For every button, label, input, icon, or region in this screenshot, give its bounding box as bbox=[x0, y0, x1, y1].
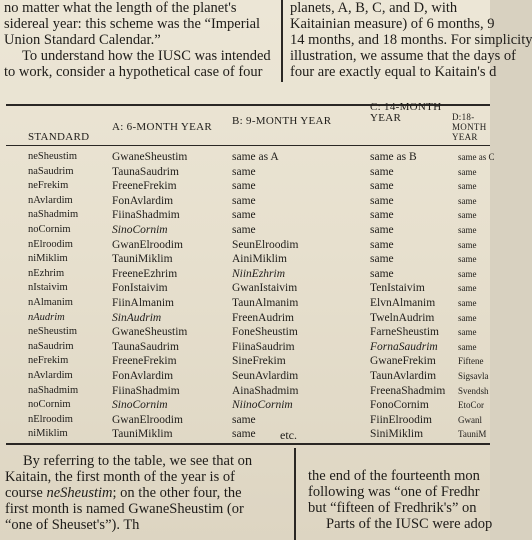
text-line: sidereal year: this scheme was the “Imperial bbox=[4, 16, 261, 32]
table-row bbox=[0, 354, 490, 368]
table-etc: etc. bbox=[280, 428, 297, 442]
table-cell: same bbox=[370, 253, 394, 266]
table-cell: TenIstaivim bbox=[370, 282, 425, 295]
table-cell: same bbox=[232, 180, 256, 193]
table-cell: naShadmim bbox=[28, 209, 79, 221]
table-row bbox=[0, 398, 490, 412]
table-row bbox=[0, 267, 490, 281]
table-row bbox=[0, 413, 490, 427]
table-cell: TauniMiklim bbox=[112, 253, 173, 266]
table-cell: FreeneFrekim bbox=[112, 355, 177, 368]
column-divider-bottom bbox=[294, 448, 296, 540]
table-cell: naSaudrim bbox=[28, 340, 74, 352]
table-cell: nAvlardim bbox=[28, 370, 73, 381]
table-cell: nElroodim bbox=[28, 413, 73, 425]
table-cell: ElvnAlmanim bbox=[370, 297, 436, 309]
table-cell: SeunElroodim bbox=[232, 238, 299, 251]
table-row bbox=[0, 208, 490, 222]
text-line: no matter what the length of the planet's bbox=[4, 0, 237, 16]
table-cell: nElroodim bbox=[28, 238, 73, 250]
table-cell: FarneSheustim bbox=[370, 326, 439, 339]
table-cell: same bbox=[232, 413, 256, 426]
table-cell: same bbox=[458, 298, 477, 308]
table-cell: same bbox=[458, 225, 477, 235]
table-cell: noCornim bbox=[28, 224, 71, 235]
table-cell: naShadmim bbox=[28, 384, 79, 396]
table-cell: NiinEzhrim bbox=[232, 267, 286, 280]
table-cell: Sigsavla bbox=[458, 371, 489, 381]
header-standard: STANDARD bbox=[28, 131, 90, 143]
table-cell: nAlmanim bbox=[28, 297, 73, 308]
text-line: but “fifteen of Fredhrik's” on bbox=[308, 500, 477, 516]
table-cell: TaunAlmanim bbox=[232, 297, 299, 309]
table-cell: TaunAvlardim bbox=[370, 370, 437, 382]
table-cell: naSaudrim bbox=[28, 165, 74, 177]
text-line: By referring to the table, we see that on bbox=[23, 453, 253, 469]
table-cell: SineFrekim bbox=[232, 355, 286, 368]
table-cell: FoneSheustim bbox=[232, 326, 298, 339]
text-line: 14 months, and 18 months. For simplicity bbox=[290, 32, 532, 48]
table-cell: GwanIstaivim bbox=[232, 282, 298, 295]
header-b: B: 9-MONTH YEAR bbox=[232, 115, 332, 127]
table-cell: TaunaSaudrim bbox=[112, 165, 179, 178]
table-cell: same as A bbox=[232, 151, 279, 163]
table-cell: same bbox=[370, 209, 394, 222]
table-cell: FreenaShadmim bbox=[370, 384, 446, 397]
text-line: Kaitainian measure) of 6 months, 9 bbox=[290, 16, 495, 32]
table-cell: nEzhrim bbox=[28, 267, 65, 279]
table-cell: GwanElroodim bbox=[112, 413, 183, 426]
text-line: To understand how the IUSC was intended bbox=[22, 48, 271, 64]
table-cell: GwaneFrekim bbox=[370, 355, 436, 368]
table-row bbox=[0, 427, 490, 441]
header-d: D:18-MONTH YEAR bbox=[452, 112, 487, 142]
table-cell: GwaneSheustim bbox=[112, 151, 188, 163]
bottom-left-column bbox=[5, 453, 281, 533]
table-cell: same bbox=[370, 238, 394, 251]
table-cell: same bbox=[370, 194, 394, 207]
table-cell: same bbox=[458, 283, 477, 294]
text-run: neSheustim bbox=[46, 485, 113, 501]
table-cell: FornaSaudrim bbox=[370, 340, 438, 353]
table-row bbox=[0, 369, 490, 383]
column-divider-top bbox=[281, 0, 283, 82]
table-cell: GwaneSheustim bbox=[112, 326, 188, 339]
table-cell: GwanElroodim bbox=[112, 238, 183, 251]
table-cell: same as C bbox=[458, 152, 495, 162]
table-cell: NiinoCornim bbox=[232, 399, 293, 412]
text-run: first month is named GwaneSheustim (or bbox=[5, 501, 244, 517]
table-bottom-rule bbox=[6, 443, 490, 445]
table-cell: TauniM bbox=[458, 429, 487, 440]
table-cell: FonoCornim bbox=[370, 399, 429, 412]
table-row bbox=[0, 384, 490, 398]
text-line bbox=[5, 469, 281, 485]
table-cell: TaunaSaudrim bbox=[112, 340, 179, 353]
table-header-rule bbox=[6, 145, 490, 146]
table-cell: neSheustim bbox=[28, 326, 77, 338]
table-row bbox=[0, 179, 490, 193]
table-cell: Gwanl bbox=[458, 414, 482, 425]
text-line: four are exactly equal to Kaitain's d bbox=[290, 64, 497, 80]
table-row bbox=[0, 150, 495, 164]
table-row bbox=[0, 311, 490, 325]
top-left-column bbox=[4, 0, 272, 80]
table-cell: same bbox=[370, 224, 394, 236]
table-cell: FreeneFrekim bbox=[112, 180, 177, 193]
table-cell: noCornim bbox=[28, 399, 71, 411]
table-row bbox=[0, 340, 490, 354]
text-run: ; on the other four, the bbox=[112, 485, 242, 501]
table-cell: neSheustim bbox=[28, 151, 77, 162]
table-cell: same bbox=[458, 181, 477, 192]
table-cell: TwelnAudrim bbox=[370, 311, 435, 324]
table-cell: same bbox=[458, 254, 477, 265]
text-line bbox=[5, 517, 281, 533]
table-cell: same bbox=[458, 327, 477, 338]
table-cell: FreenAudrim bbox=[232, 311, 294, 324]
table-cell: FiinaSaudrim bbox=[232, 340, 295, 353]
table-row bbox=[0, 165, 490, 179]
table-cell: Svendsh bbox=[458, 385, 489, 396]
table-cell: same bbox=[458, 341, 477, 352]
text-run: Kaitain, the first month of the year is of bbox=[5, 469, 235, 485]
table-cell: same bbox=[458, 166, 477, 177]
table-cell: FonIstaivim bbox=[112, 282, 168, 295]
table-row bbox=[0, 325, 490, 339]
table-cell: FiinElroodim bbox=[370, 413, 432, 426]
text-line: Parts of the IUSC were adop bbox=[326, 516, 493, 532]
table-cell: nAudrim bbox=[28, 311, 65, 323]
table-cell: FiinAlmanim bbox=[112, 297, 174, 309]
table-cell: Fiftene bbox=[458, 356, 484, 367]
table-cell: same bbox=[370, 180, 394, 193]
table-cell: SinoCornim bbox=[112, 224, 168, 236]
text-line: to work, consider a hypothetical case of four bbox=[4, 64, 263, 80]
table-cell: AinaShadmim bbox=[232, 384, 299, 397]
table-cell: same bbox=[458, 195, 477, 206]
table-cell: FiinaShadmim bbox=[112, 209, 180, 222]
table-cell: same bbox=[458, 268, 477, 279]
header-c: C: 14-MONTH YEAR bbox=[370, 101, 442, 124]
table-cell: same bbox=[232, 194, 256, 207]
bottom-right-column bbox=[308, 468, 493, 532]
table-cell: same bbox=[370, 165, 394, 178]
text-run: “one of Sheuset's”). Th bbox=[5, 517, 140, 533]
table-cell: same bbox=[458, 312, 477, 323]
table-cell: EtoCor bbox=[458, 400, 484, 411]
table-cell: FreeneEzhrim bbox=[112, 267, 178, 280]
table-cell: SinoCornim bbox=[112, 399, 168, 412]
text-line bbox=[5, 501, 281, 517]
table-cell: same bbox=[370, 267, 394, 280]
table-cell: nIstaivim bbox=[28, 282, 68, 294]
text-line bbox=[5, 485, 281, 501]
table-cell: same bbox=[232, 165, 256, 178]
table-cell: same bbox=[458, 210, 477, 221]
table-cell: same bbox=[232, 224, 256, 236]
text-run: course bbox=[5, 485, 47, 501]
table-cell: nAvlardim bbox=[28, 194, 73, 206]
table-row bbox=[0, 296, 490, 310]
table-cell: TauniMiklim bbox=[112, 428, 173, 441]
table-row bbox=[0, 238, 490, 252]
text-line: following was “one of Fredhr bbox=[308, 484, 480, 500]
table-row bbox=[0, 281, 490, 295]
table-cell: SiniMiklim bbox=[370, 428, 424, 441]
table-cell: same bbox=[232, 209, 256, 222]
header-a: A: 6-MONTH YEAR bbox=[112, 121, 213, 133]
table-cell: niMiklim bbox=[28, 428, 68, 440]
table-cell: AiniMiklim bbox=[232, 253, 287, 266]
table-cell: FonAvlardim bbox=[112, 194, 174, 207]
table-cell: SeunAvlardim bbox=[232, 370, 299, 382]
table-row bbox=[0, 223, 490, 237]
table-row bbox=[0, 194, 490, 208]
table-cell: FiinaShadmim bbox=[112, 384, 180, 397]
table-cell: FonAvlardim bbox=[112, 370, 174, 382]
table-cell: neFrekim bbox=[28, 355, 69, 367]
table-cell: same bbox=[458, 239, 477, 250]
text-line: illustration, we assume that the days of bbox=[290, 48, 516, 64]
text-line: the end of the fourteenth mon bbox=[308, 468, 480, 484]
table-cell: same bbox=[232, 428, 256, 441]
top-right-column bbox=[290, 0, 532, 80]
table-cell: neFrekim bbox=[28, 180, 69, 192]
text-line: Union Standard Calendar.” bbox=[4, 32, 161, 48]
table-row bbox=[0, 252, 490, 266]
text-line: planets, A, B, C, and D, with bbox=[290, 0, 458, 16]
table-cell: niMiklim bbox=[28, 253, 68, 265]
table-cell: SinAudrim bbox=[112, 311, 162, 324]
table-cell: same as B bbox=[370, 151, 417, 163]
